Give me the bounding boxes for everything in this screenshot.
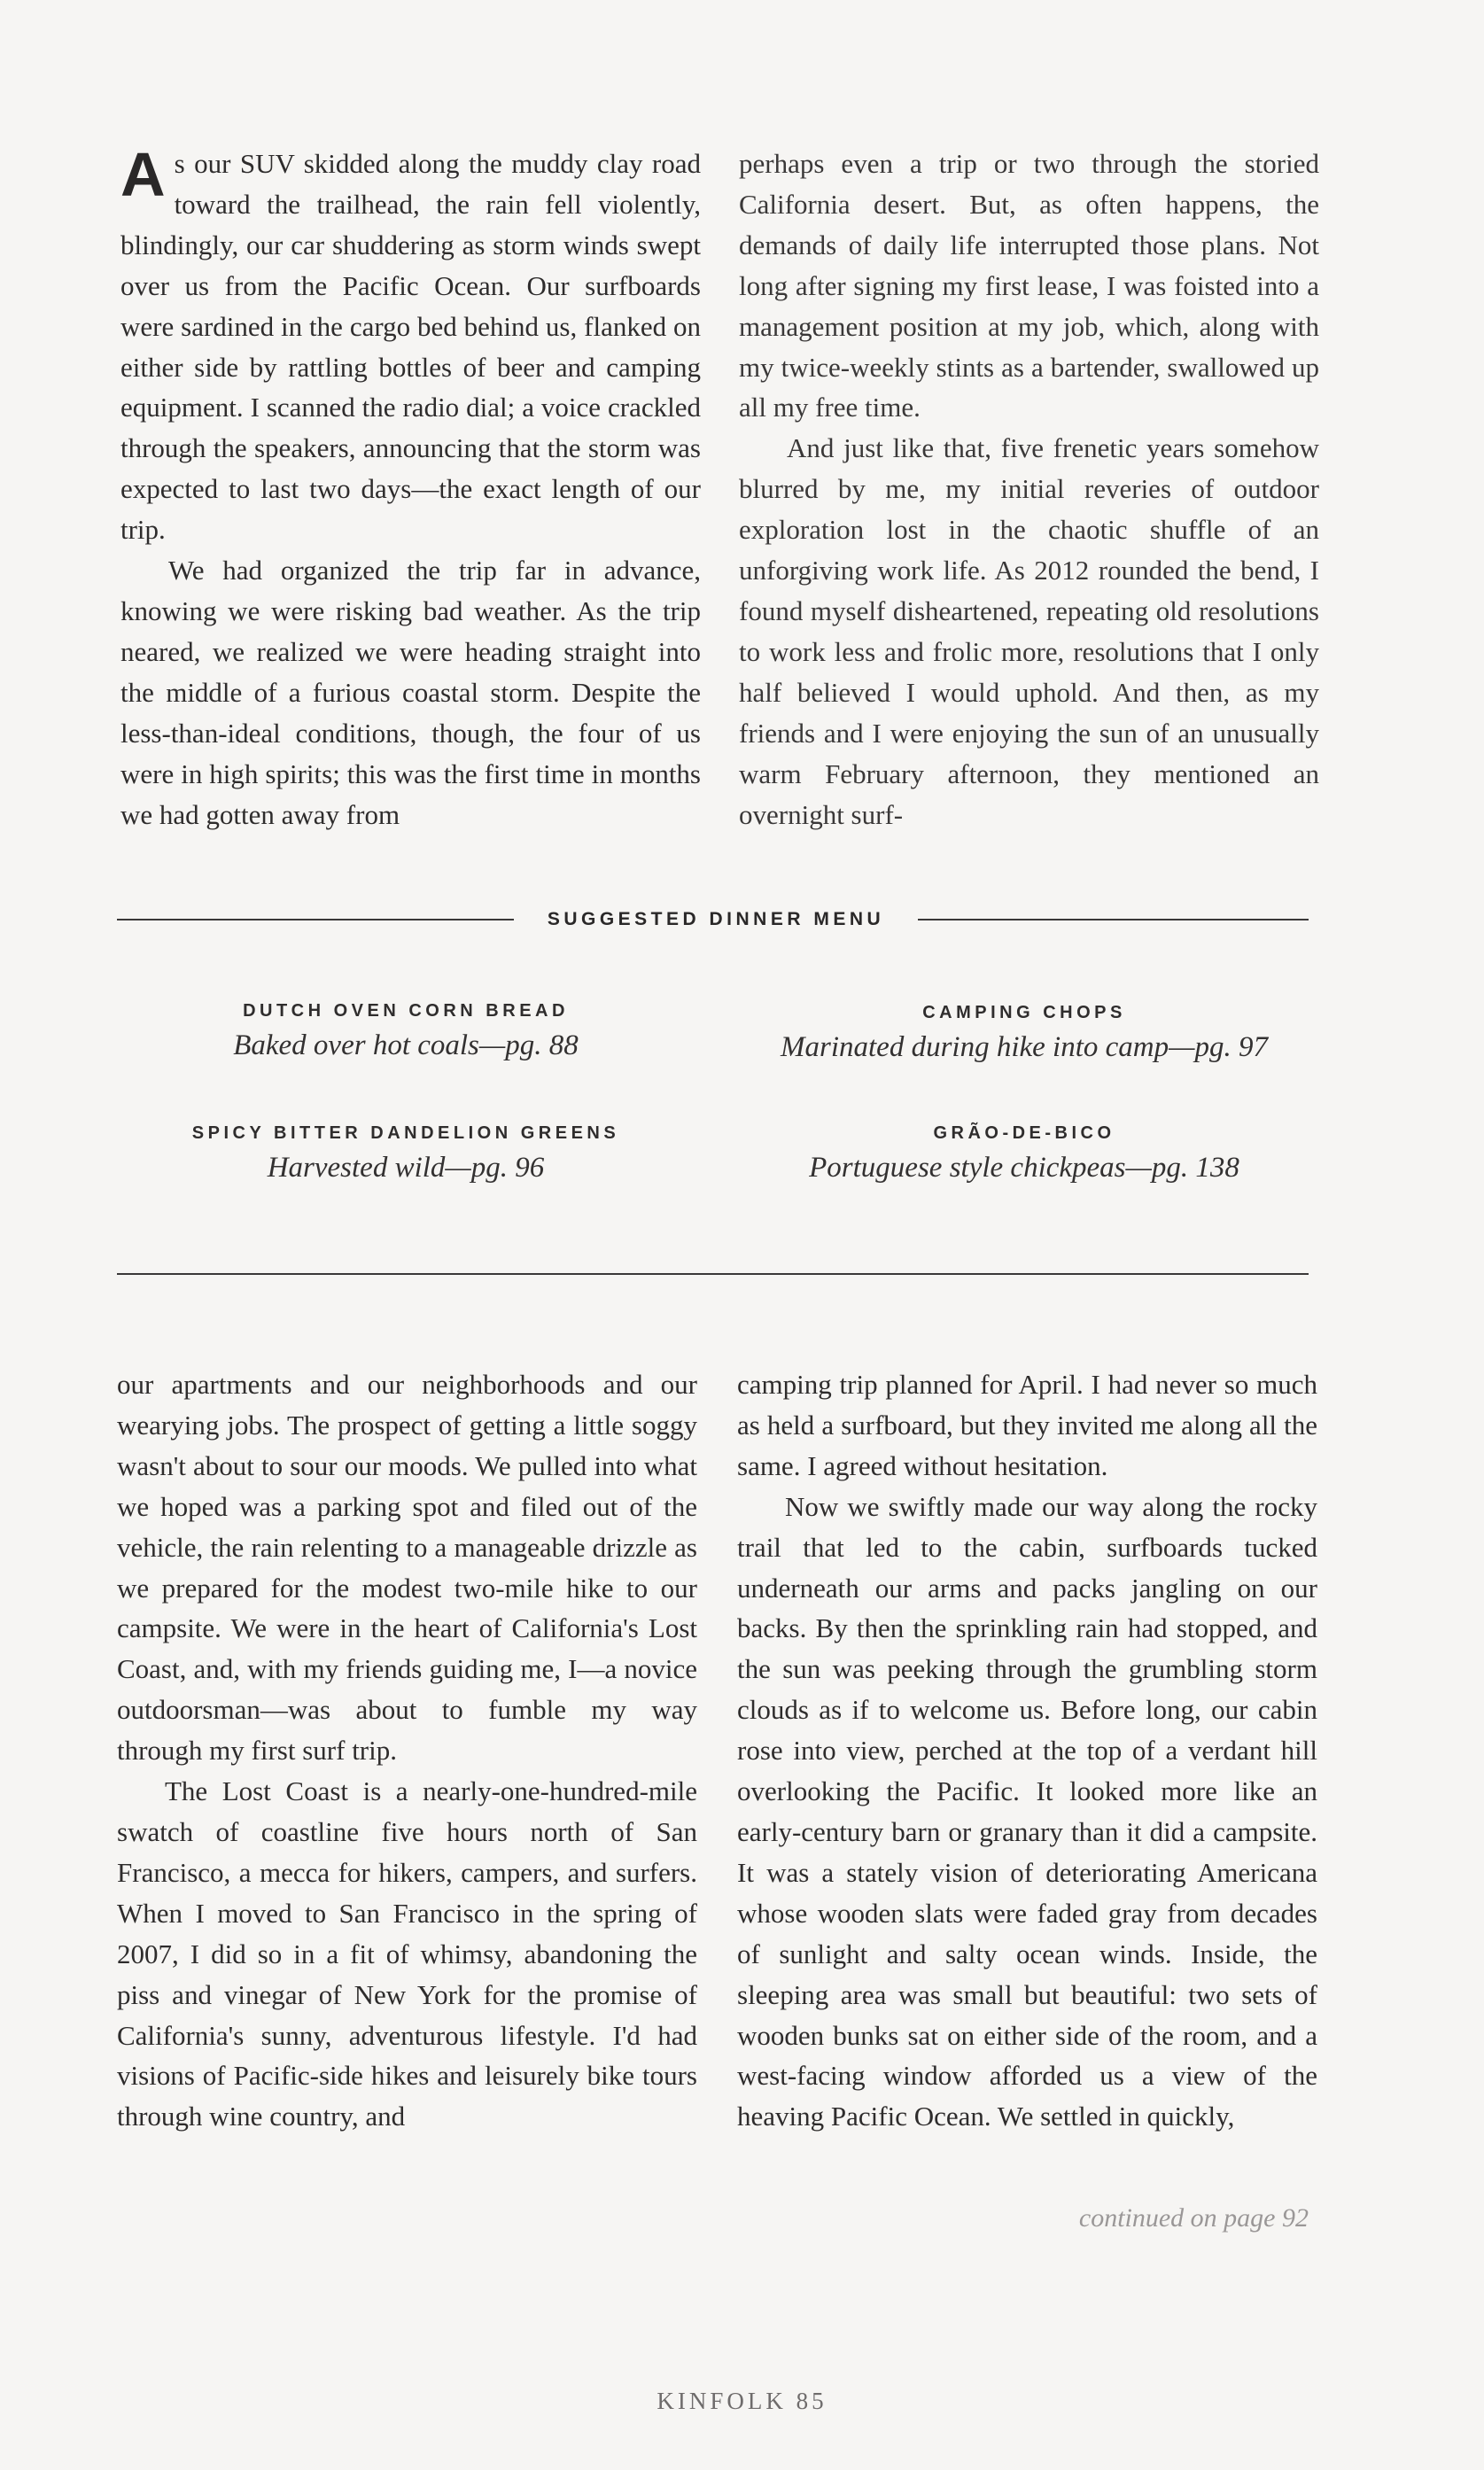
page-folio: KINFOLK 85 xyxy=(657,2388,827,2414)
drop-cap: A xyxy=(120,140,166,209)
menu-rule-left xyxy=(117,919,514,920)
menu-rule-right xyxy=(918,919,1309,920)
article-column-bottom-right xyxy=(737,1364,1317,2137)
article-column-top-right xyxy=(739,144,1319,835)
menu-header xyxy=(117,902,1309,937)
menu-item-name: GRÃO-DE-BICO xyxy=(933,1123,1115,1143)
article-column-bottom-left xyxy=(117,1364,697,2137)
article-paragraph: camping trip planned for April. I had never so much as held a surfboard, but they invited me along all the same. I agreed without hesitation. xyxy=(737,1369,1317,1481)
article-column-top-left xyxy=(120,140,701,835)
article-paragraph: The Lost Coast is a nearly-one-hundred-mile swatch of coastline five hours north of San Francisco, a mecca for hikers, campers, and surfers. When I moved to San Francisco in the spring of 2007, I did so in a fit of whimsy, abandoning the piss and vinegar of New York for the promise of California's sunny, adventurous lifestyle. I'd had visions of Pacific-side hikes and leisurely bike tours through wine country, and xyxy=(117,1775,697,2132)
menu-item xyxy=(750,1119,1299,1188)
article-paragraph: As our SUV skidded along the muddy clay road toward the trailhead, the rain fell violently, blindingly, our car shuddering as storm winds swept over us from the Pacific Ocean. Our surfboards were sardined in the cargo bed behind us, flanked on either side by rattling bottles of beer and camping equipment. I scanned the radio dial; a voice crackled through the speakers, announcing that the storm was expected to last two days—the exact length of our trip. xyxy=(120,140,701,546)
menu-item-name: SPICY BITTER DANDELION GREENS xyxy=(191,1123,620,1143)
article-paragraph: Now we swiftly made our way along the rocky trail that led to the cabin, surfboards tucked underneath our arms and packs jangling on our backs. By then the sprinkling rain had stopped, and the sun was peeking through the grumbling storm clouds as if to welcome us. Before long, our cabin rose into view, perched at the top of a verdant hill overlooking the Pacific. It looked more like an early-century barn or granary than it did a campsite. It was a stately vision of deteriorating Americana whose wooden slats were faded gray from decades of sunlight and salty ocean winds. Inside, the sleeping area was small but beautiful: two sets of wooden bunks sat on either side of the room, and a west-facing window afforded us a view of the heaving Pacific Ocean. We settled in quickly, xyxy=(737,1490,1317,2132)
menu-item-description: Baked over hot coals—pg. 88 xyxy=(233,1029,579,1061)
menu-item-description: Portuguese style chickpeas—pg. 138 xyxy=(809,1152,1239,1184)
menu-item-name: DUTCH OVEN CORN BREAD xyxy=(243,1001,569,1021)
article-paragraph: And just like that, five frenetic years somehow blurred by me, my initial reveries of outdoor exploration lost in the chaotic shuffle of an unforgiving work life. As 2012 rounded the bend, I found myself disheartened, repeating old resolutions to work less and frolic more, resolutions that I only half believed I would uphold. And then, as my friends and I were enjoying the sun of an unusually warm February afternoon, they mentioned an overnight surf- xyxy=(739,432,1319,830)
article-paragraph: perhaps even a trip or two through the storied California desert. But, as often happens, the demands of daily life interrupted those plans. Not long after signing my first lease, I was foisted into a management position at my job, which, along with my twice-weekly stints as a bartender, swallowed up all my free time. xyxy=(739,148,1319,423)
menu-item-name: CAMPING CHOPS xyxy=(922,1003,1126,1022)
menu-item-description: Marinated during hike into camp—pg. 97 xyxy=(781,1031,1268,1063)
menu-item xyxy=(750,998,1299,1068)
article-paragraph: We had organized the trip far in advance, knowing we were risking bad weather. As the trip neared, we realized we were heading straight into the middle of a furious coastal storm. Despite the less-than-ideal conditions, though, the four of us were in high spirits; this was the first time in months we had gotten away from xyxy=(120,555,701,830)
article-paragraph: our apartments and our neighborhoods and our wearying jobs. The prospect of getting a little soggy wasn't about to sour our moods. We pulled into what we hoped was a parking spot and filed out of the vehicle, the rain relenting to a manageable drizzle as we prepared for the modest two-mile hike to our campsite. We were in the heart of California's Lost Coast, and, with my friends guiding me, I—a novice outdoorsman—was about to fumble my way through my first surf trip. xyxy=(117,1369,697,1767)
menu-item xyxy=(131,1119,680,1188)
menu-item-description: Harvested wild—pg. 96 xyxy=(267,1152,545,1184)
menu-title: SUGGESTED DINNER MENU xyxy=(547,909,885,929)
menu-rule-bottom xyxy=(117,1273,1309,1275)
menu-item xyxy=(131,997,680,1066)
continued-note: continued on page 92 xyxy=(1078,2203,1309,2233)
